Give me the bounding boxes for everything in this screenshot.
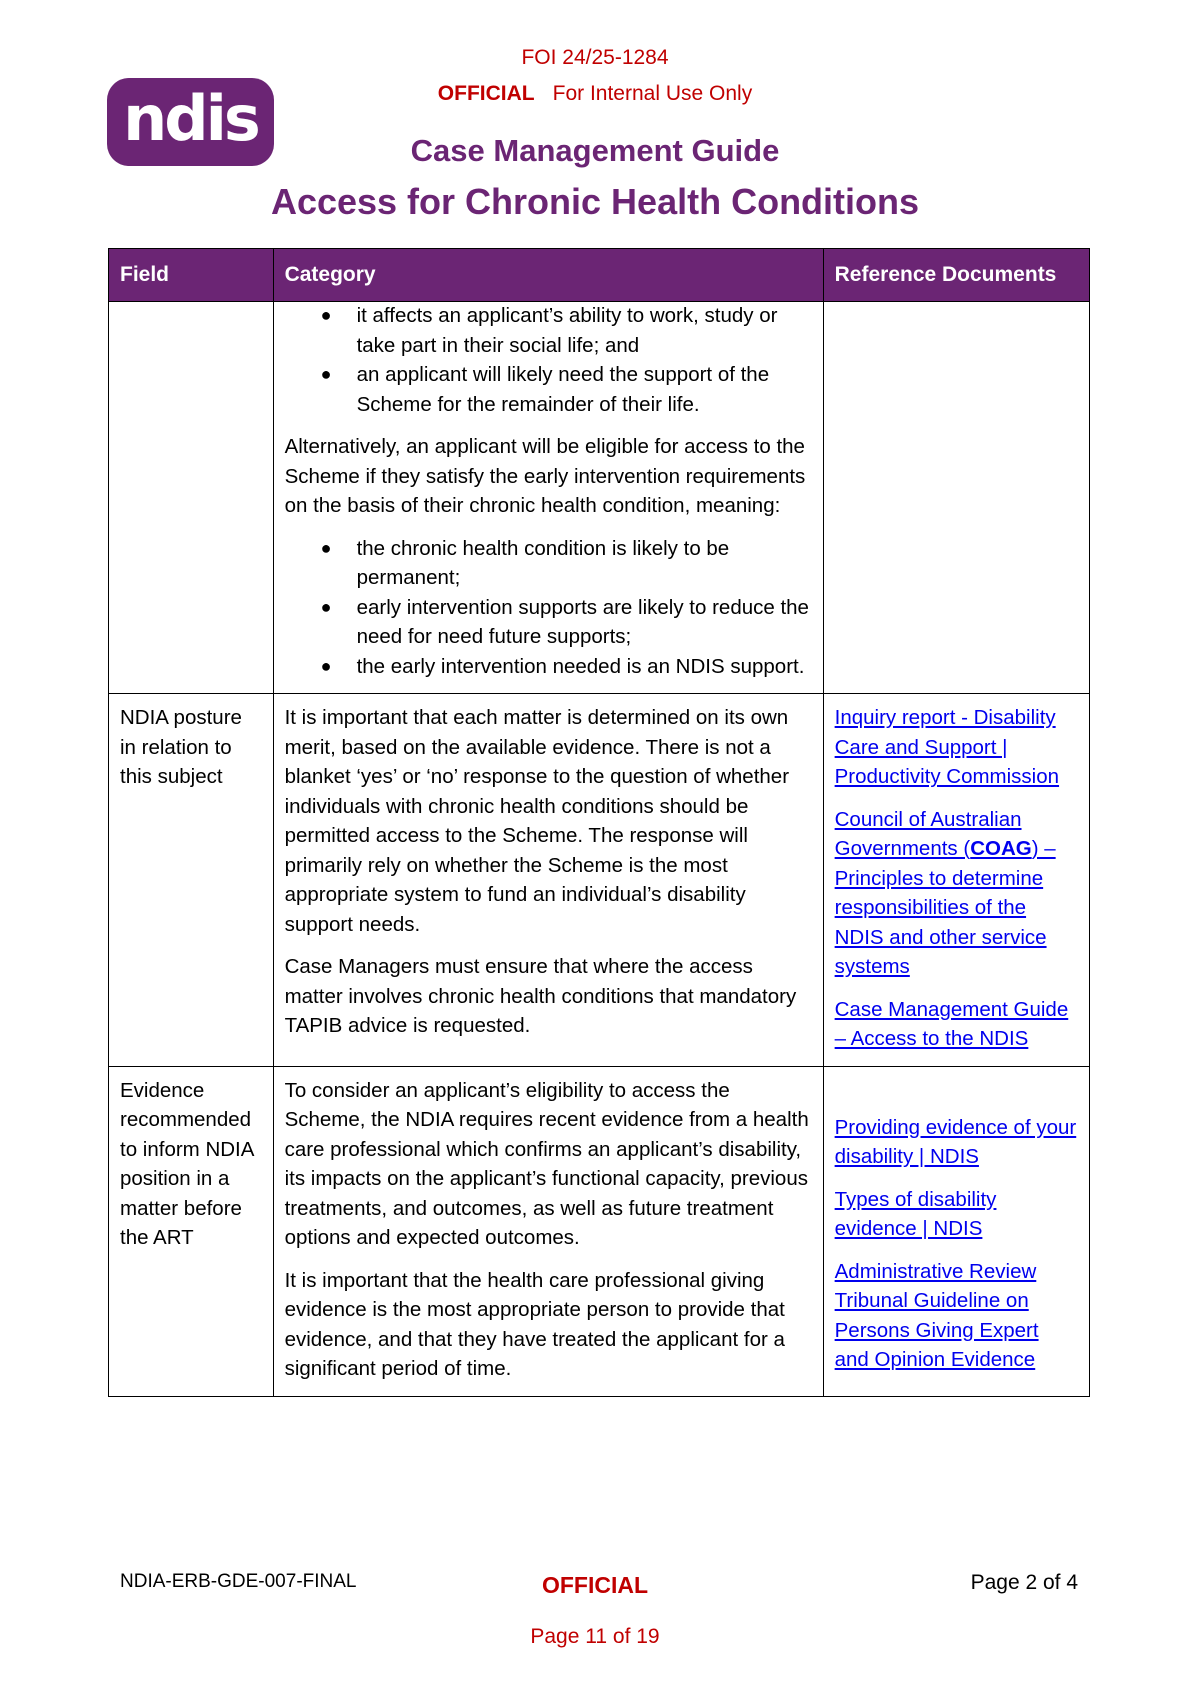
category-cell bbox=[273, 1066, 823, 1396]
list-item-text: the chronic health condition is likely to be permanent; bbox=[356, 536, 730, 589]
link-text: ) – Principles to determine responsibilities of the NDIS and other service systems bbox=[834, 837, 1056, 978]
list-item bbox=[320, 593, 812, 652]
link-text-bold: COAG bbox=[970, 837, 1032, 860]
list-item bbox=[320, 360, 812, 419]
field-cell: Evidence recommended to inform NDIA position in a matter before the ART bbox=[109, 1066, 274, 1396]
link-art-guideline[interactable]: Administrative Review Tribunal Guideline on Persons Giving Expert and Opinion Evidence bbox=[834, 1259, 1039, 1371]
list-item-text: the early intervention needed is an NDIS support. bbox=[356, 654, 805, 678]
table-header-row bbox=[109, 249, 1090, 302]
list-item bbox=[320, 652, 812, 682]
list-item bbox=[320, 534, 812, 593]
reference-cell bbox=[823, 694, 1089, 1067]
early-intervention-paragraph: Alternatively, an applicant will be eligible for access to the Scheme if they satisfy the early intervention requirements on the basis of their chronic health condition, meaning: bbox=[284, 435, 806, 517]
category-cell bbox=[273, 302, 823, 694]
logo-text: ndis bbox=[123, 82, 258, 155]
bullet-icon: ● bbox=[320, 537, 332, 558]
posture-paragraph: It is important that each matter is determined on its own merit, based on the available evidence. There is not a blanket ‘yes’ or ‘no’ response to the question of whether individuals with chronic health conditions should be permitted access to the Scheme. The response will primarily rely on whether the Scheme is the most appropriate system to fund an individual’s disability support needs. bbox=[284, 706, 790, 936]
tapib-paragraph: Case Managers must ensure that where the access matter involves chronic health conditions that mandatory TAPIB advice is requested. bbox=[284, 955, 797, 1037]
table-row bbox=[109, 302, 1090, 694]
link-coag-principles[interactable] bbox=[835, 805, 1078, 982]
header-reference-documents: Reference Documents bbox=[823, 249, 1089, 302]
page-indicator: Page 2 of 4 bbox=[970, 1571, 1078, 1594]
classification-label: OFFICIAL bbox=[437, 82, 535, 105]
early-intervention-bullet-list bbox=[285, 534, 812, 682]
list-item-text: it affects an applicant’s ability to work, study or take part in their social life; and bbox=[356, 304, 778, 357]
field-cell bbox=[109, 302, 274, 694]
reference-cell bbox=[823, 302, 1089, 694]
bullet-icon: ● bbox=[320, 596, 332, 617]
link-inquiry-report[interactable]: Inquiry report - Disability Care and Support | Productivity Commission bbox=[834, 706, 1060, 788]
guide-table bbox=[108, 248, 1090, 1397]
link-types-of-evidence[interactable]: Types of disability evidence | NDIS bbox=[834, 1187, 997, 1240]
link-providing-evidence[interactable]: Providing evidence of your disability | NDIS bbox=[834, 1115, 1077, 1168]
table-row bbox=[109, 1066, 1090, 1396]
reference-cell bbox=[823, 1066, 1089, 1396]
bullet-icon: ● bbox=[320, 655, 332, 676]
field-cell: NDIA posture in relation to this subject bbox=[109, 694, 274, 1067]
document-id: NDIA-ERB-GDE-007-FINAL bbox=[120, 1571, 357, 1592]
document-title: Case Management Guide bbox=[410, 133, 780, 168]
link-access-guide[interactable]: Case Management Guide – Access to the NDIS bbox=[834, 997, 1069, 1050]
list-item bbox=[320, 301, 812, 360]
bullet-icon: ● bbox=[320, 305, 332, 325]
category-cell bbox=[273, 694, 823, 1067]
header-category: Category bbox=[273, 249, 823, 302]
internal-use-note: For Internal Use Only bbox=[552, 82, 753, 105]
document-subtitle: Access for Chronic Health Conditions bbox=[270, 181, 920, 222]
header-field: Field bbox=[109, 249, 274, 302]
foi-reference: FOI 24/25-1284 bbox=[521, 46, 669, 69]
list-item-text: an applicant will likely need the support of the Scheme for the remainder of their life. bbox=[356, 363, 770, 416]
link-text: Council of Australian Governments ( bbox=[834, 807, 1022, 860]
overall-page-indicator: Page 11 of 19 bbox=[530, 1625, 660, 1648]
health-professional-paragraph: It is important that the health care professional giving evidence is the most appropriate person to provide that evidence, and that they have treated the applicant for a significant period of time. bbox=[284, 1268, 785, 1380]
list-item-text: early intervention supports are likely to reduce the need for need future supports; bbox=[356, 595, 809, 648]
footer-classification: OFFICIAL bbox=[541, 1572, 649, 1598]
evidence-paragraph: To consider an applicant’s eligibility to access the Scheme, the NDIA requires recent evidence from a health care professional which confirms an applicant’s disability, its impacts on the applicant’s functional capacity, previous treatments, and outcomes, as well as future treatment options and expected outcomes. bbox=[284, 1078, 809, 1249]
eligibility-bullet-list bbox=[285, 301, 812, 419]
bullet-icon: ● bbox=[320, 364, 332, 384]
table-row bbox=[109, 694, 1090, 1067]
